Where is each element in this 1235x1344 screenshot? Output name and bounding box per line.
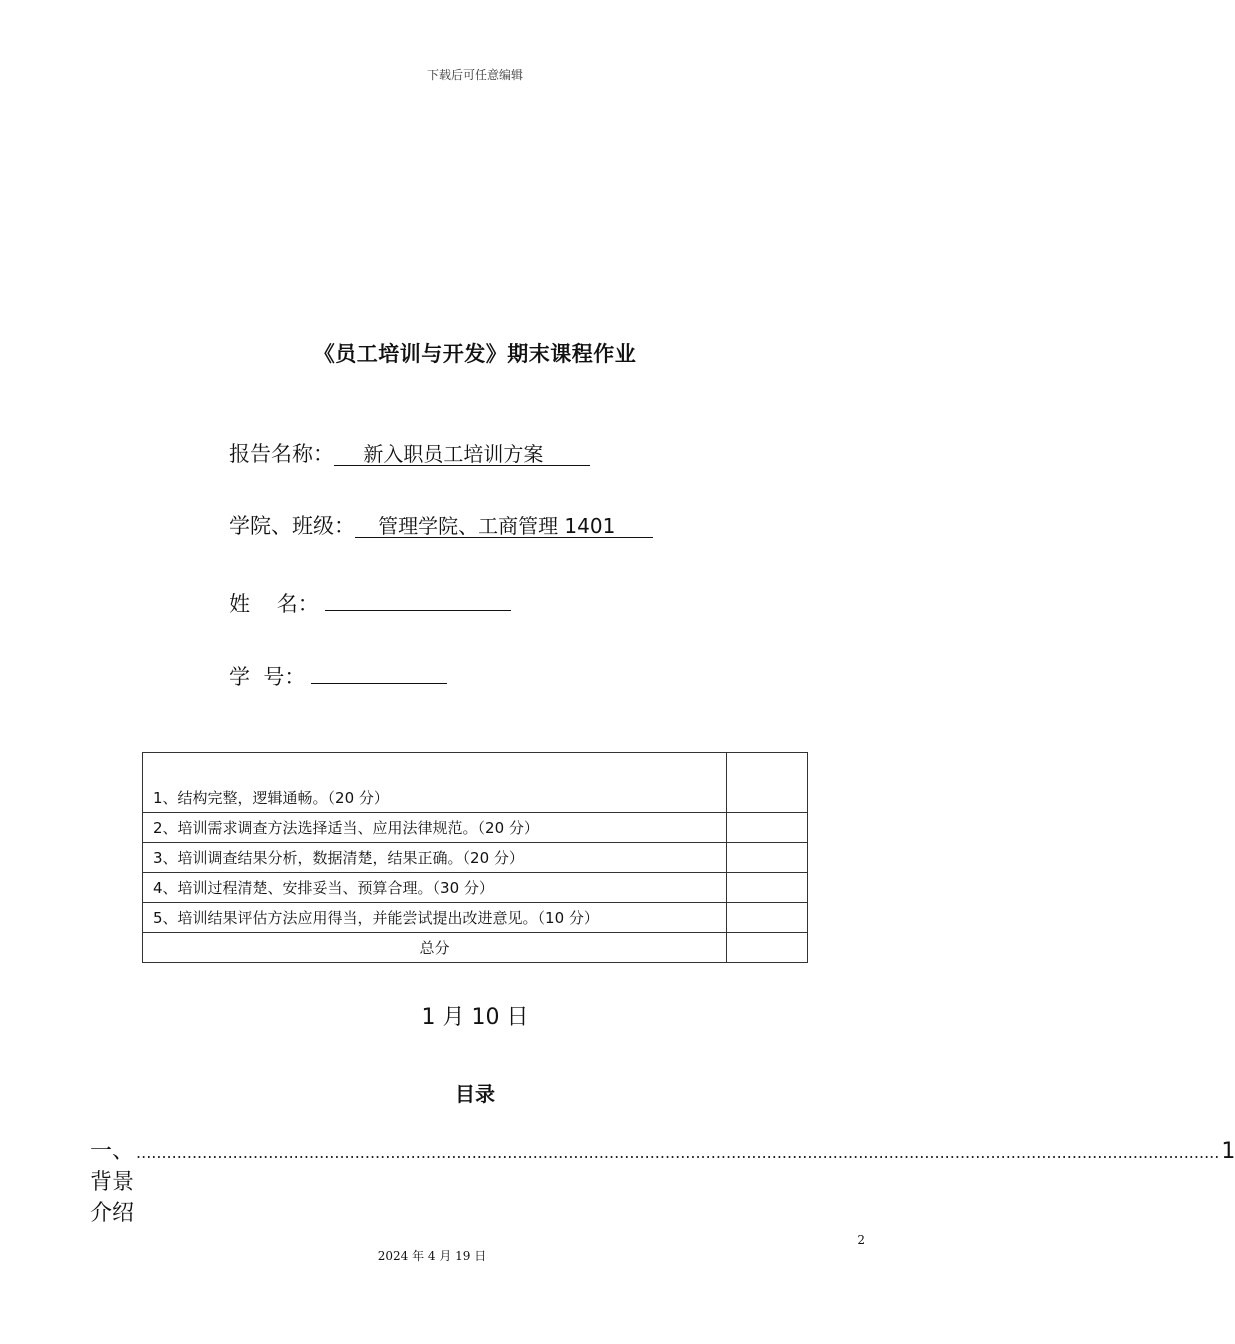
table-row bbox=[143, 753, 808, 813]
toc-entry[interactable] bbox=[90, 1134, 1235, 1227]
total-score-cell bbox=[727, 933, 808, 963]
score-cell bbox=[727, 843, 808, 873]
table-row bbox=[143, 873, 808, 903]
report-name-value: 新入职员工培训方案 bbox=[334, 438, 590, 466]
toc-heading: 目录 bbox=[455, 1082, 495, 1106]
toc-entry-title: 一、背景介绍 bbox=[90, 1139, 135, 1226]
score-cell bbox=[727, 813, 808, 843]
report-name-label: 报告名称： bbox=[229, 442, 334, 466]
header-note: 下载后可任意编辑 bbox=[426, 68, 523, 82]
score-cell bbox=[727, 873, 808, 903]
student-id-label: 学 号： bbox=[229, 665, 306, 689]
student-id-row bbox=[229, 656, 447, 691]
score-cell bbox=[727, 903, 808, 933]
college-class-label: 学院、班级： bbox=[229, 514, 355, 538]
college-class-value: 管理学院、工商管理 1401 bbox=[355, 510, 653, 538]
page-number: 2 bbox=[857, 1233, 865, 1247]
toc-entry-page: 1 bbox=[1221, 1139, 1235, 1164]
criterion-cell: 1、结构完整，逻辑通畅。（20 分） bbox=[143, 753, 727, 813]
college-class-row bbox=[229, 510, 653, 540]
criterion-cell: 3、培训调查结果分析，数据清楚，结果正确。（20 分） bbox=[143, 843, 727, 873]
report-name-row bbox=[229, 438, 590, 468]
score-table bbox=[142, 752, 808, 963]
name-value bbox=[325, 583, 511, 611]
total-row bbox=[143, 933, 808, 963]
criterion-cell: 4、培训过程清楚、安排妥当、预算合理。（30 分） bbox=[143, 873, 727, 903]
name-row bbox=[229, 583, 511, 618]
table-row bbox=[143, 843, 808, 873]
name-label: 姓 名： bbox=[229, 592, 319, 616]
footer-date: 2024 年 4 月 19 日 bbox=[377, 1249, 487, 1263]
document-title: 《员工培训与开发》期末课程作业 bbox=[313, 342, 637, 366]
student-id-value bbox=[311, 656, 447, 684]
score-cell bbox=[727, 753, 808, 813]
table-row bbox=[143, 903, 808, 933]
toc-leader-dots: ..................................................................................................................................................................................................................... bbox=[136, 1143, 1220, 1162]
criterion-cell: 5、培训结果评估方法应用得当，并能尝试提出改进意见。（10 分） bbox=[143, 903, 727, 933]
criterion-cell: 2、培训需求调查方法选择适当、应用法律规范。（20 分） bbox=[143, 813, 727, 843]
total-label: 总分 bbox=[143, 933, 727, 963]
submission-date: 1 月 10 日 bbox=[421, 1005, 529, 1030]
table-row bbox=[143, 813, 808, 843]
